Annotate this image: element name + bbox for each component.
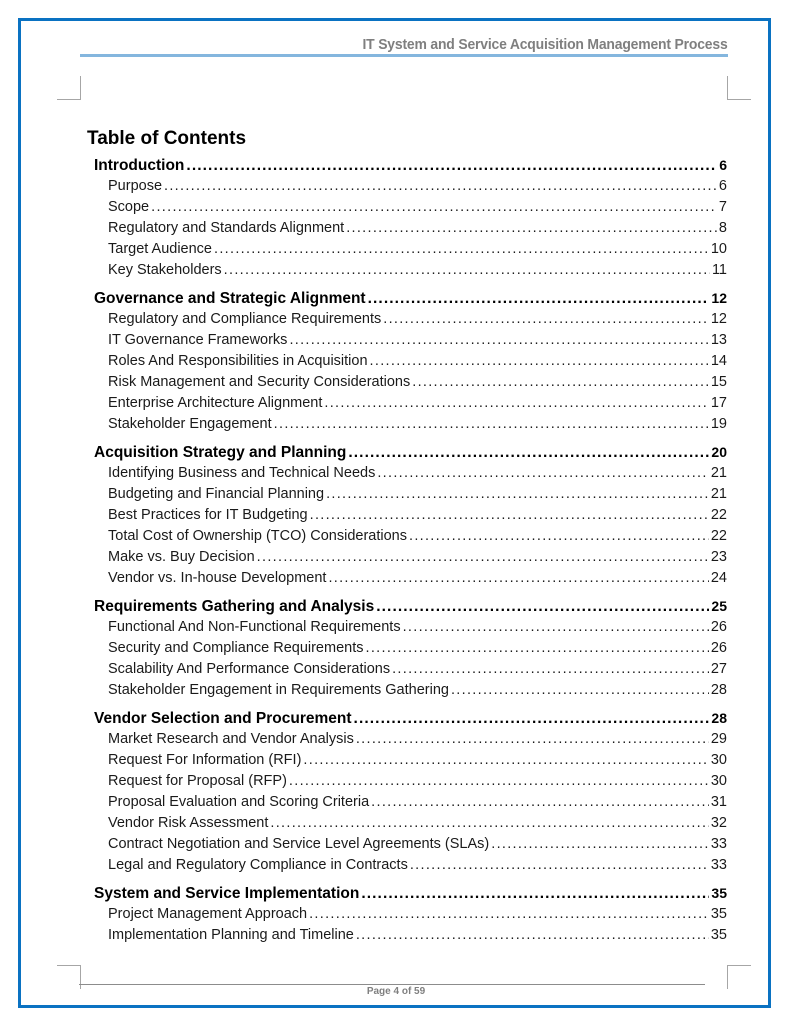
dot-leader bbox=[361, 885, 709, 903]
dot-leader bbox=[370, 353, 709, 369]
toc-subentry[interactable] bbox=[94, 570, 727, 591]
dot-leader bbox=[346, 220, 717, 236]
toc-subentry[interactable] bbox=[94, 178, 727, 199]
toc-entry-page-number[interactable]: 28 bbox=[710, 682, 727, 698]
footer-rule bbox=[79, 984, 705, 985]
dot-leader bbox=[451, 682, 709, 698]
toc-entry-page-number[interactable]: 12 bbox=[710, 311, 727, 327]
toc-subentry[interactable] bbox=[94, 619, 727, 640]
toc-title: Table of Contents bbox=[87, 128, 247, 149]
toc-entry-label[interactable]: Request For Information (RFI) bbox=[108, 752, 302, 768]
toc-entry-page-number[interactable]: 7 bbox=[718, 199, 727, 215]
toc-subentry[interactable] bbox=[94, 220, 727, 241]
toc-entry-page-number[interactable]: 35 bbox=[711, 885, 727, 901]
dot-leader bbox=[376, 598, 709, 616]
toc-entry-page-number[interactable]: 25 bbox=[711, 598, 727, 614]
toc-entry-label[interactable]: System and Service Implementation bbox=[94, 885, 360, 902]
toc-entry-page-number[interactable]: 30 bbox=[710, 752, 727, 768]
toc-entry-label[interactable]: Functional And Non-Functional Requirements bbox=[108, 619, 401, 635]
toc-subentry[interactable] bbox=[94, 640, 727, 661]
toc-subentry[interactable] bbox=[94, 815, 727, 836]
toc-entry-page-number[interactable]: 19 bbox=[710, 416, 727, 432]
running-header-title: IT System and Service Acquisition Management Process bbox=[362, 36, 728, 53]
toc-entry-label[interactable]: Budgeting and Financial Planning bbox=[108, 486, 325, 502]
dot-leader bbox=[348, 444, 709, 462]
toc-heading-entry[interactable] bbox=[94, 885, 727, 906]
toc-heading-entry[interactable] bbox=[94, 598, 727, 619]
table-of-contents bbox=[94, 157, 727, 955]
page-number: Page 4 of 59 bbox=[366, 986, 426, 997]
toc-subentry[interactable] bbox=[94, 549, 727, 570]
toc-subentry[interactable] bbox=[94, 927, 727, 948]
toc-entry-label[interactable]: Enterprise Architecture Alignment bbox=[108, 395, 323, 411]
toc-entry-label[interactable]: Project Management Approach bbox=[108, 906, 308, 922]
toc-entry-label[interactable]: Scope bbox=[108, 199, 150, 215]
toc-subentry[interactable] bbox=[94, 906, 727, 927]
toc-entry-page-number[interactable]: 33 bbox=[710, 857, 727, 873]
toc-entry-page-number[interactable]: 6 bbox=[719, 157, 727, 173]
toc-heading-entry[interactable] bbox=[94, 710, 727, 731]
dot-leader bbox=[186, 157, 717, 175]
dot-leader bbox=[214, 241, 709, 257]
toc-entry-label[interactable]: Stakeholder Engagement in Requirements Gathering bbox=[108, 682, 449, 698]
toc-entry-page-number[interactable]: 13 bbox=[710, 332, 727, 348]
toc-entry-label[interactable]: Risk Management and Security Considerations bbox=[108, 374, 411, 390]
toc-entry-label[interactable]: Identifying Business and Technical Needs bbox=[108, 465, 376, 481]
dot-leader bbox=[383, 311, 709, 327]
dot-leader bbox=[371, 794, 709, 810]
toc-entry-page-number[interactable]: 11 bbox=[711, 262, 727, 278]
toc-entry-page-number[interactable]: 20 bbox=[711, 444, 727, 460]
toc-subentry[interactable] bbox=[94, 353, 727, 374]
toc-entry-label[interactable]: Scalability And Performance Considerations bbox=[108, 661, 391, 677]
toc-entry-label[interactable]: Proposal Evaluation and Scoring Criteria bbox=[108, 794, 370, 810]
toc-subentry[interactable] bbox=[94, 332, 727, 353]
dot-leader bbox=[289, 332, 708, 348]
toc-entry-page-number[interactable]: 6 bbox=[718, 178, 727, 194]
dot-leader bbox=[326, 486, 709, 502]
toc-entry-page-number[interactable]: 10 bbox=[710, 241, 727, 257]
toc-entry-page-number[interactable]: 26 bbox=[710, 640, 727, 656]
toc-subentry[interactable] bbox=[94, 857, 727, 878]
toc-subentry[interactable] bbox=[94, 661, 727, 682]
toc-subentry[interactable] bbox=[94, 836, 727, 857]
dot-leader bbox=[403, 619, 709, 635]
toc-section bbox=[94, 290, 727, 437]
toc-entry-page-number[interactable]: 22 bbox=[710, 528, 727, 544]
toc-subentry[interactable] bbox=[94, 311, 727, 332]
toc-subentry[interactable] bbox=[94, 528, 727, 549]
dot-leader bbox=[491, 836, 709, 852]
toc-entry-label[interactable]: Roles And Responsibilities in Acquisition bbox=[108, 353, 368, 369]
toc-subentry[interactable] bbox=[94, 486, 727, 507]
toc-section bbox=[94, 157, 727, 283]
dot-leader bbox=[328, 570, 708, 586]
toc-entry-label[interactable]: Requirements Gathering and Analysis bbox=[94, 598, 375, 615]
toc-entry-page-number[interactable]: 31 bbox=[710, 794, 727, 810]
toc-entry-label[interactable]: Contract Negotiation and Service Level Agreements (SLAs) bbox=[108, 836, 490, 852]
toc-heading-entry[interactable] bbox=[94, 444, 727, 465]
toc-entry-page-number[interactable]: 8 bbox=[718, 220, 727, 236]
toc-subentry[interactable] bbox=[94, 395, 727, 416]
toc-entry-label[interactable]: Acquisition Strategy and Planning bbox=[94, 444, 347, 461]
toc-subentry[interactable] bbox=[94, 374, 727, 395]
dot-leader bbox=[289, 773, 709, 789]
toc-entry-label[interactable]: Target Audience bbox=[108, 241, 212, 257]
toc-subentry[interactable] bbox=[94, 241, 727, 262]
toc-entry-page-number[interactable]: 35 bbox=[710, 906, 727, 922]
toc-entry-page-number[interactable]: 35 bbox=[710, 927, 727, 943]
dot-leader bbox=[354, 710, 710, 728]
toc-entry-label[interactable]: Vendor Selection and Procurement bbox=[94, 710, 352, 727]
dot-leader bbox=[356, 927, 709, 943]
toc-entry-label[interactable]: Regulatory and Standards Alignment bbox=[108, 220, 345, 236]
dot-leader bbox=[303, 752, 708, 768]
toc-subentry[interactable] bbox=[94, 199, 727, 220]
toc-subentry[interactable] bbox=[94, 416, 727, 437]
toc-entry-page-number[interactable]: 17 bbox=[710, 395, 727, 411]
toc-heading-entry[interactable] bbox=[94, 157, 727, 178]
toc-entry-page-number[interactable]: 14 bbox=[710, 353, 727, 369]
dot-leader bbox=[392, 661, 709, 677]
toc-entry-label[interactable]: Regulatory and Compliance Requirements bbox=[108, 311, 382, 327]
toc-subentry[interactable] bbox=[94, 752, 727, 773]
dot-leader bbox=[310, 507, 709, 523]
toc-entry-label[interactable]: Total Cost of Ownership (TCO) Considerations bbox=[108, 528, 407, 544]
dot-leader bbox=[151, 199, 717, 215]
toc-entry-page-number[interactable]: 12 bbox=[711, 290, 727, 306]
toc-entry-label[interactable]: Key Stakeholders bbox=[108, 262, 222, 278]
dot-leader bbox=[377, 465, 709, 481]
toc-entry-page-number[interactable]: 33 bbox=[710, 836, 727, 852]
dot-leader bbox=[409, 528, 709, 544]
dot-leader bbox=[257, 549, 709, 565]
toc-entry-label[interactable]: Market Research and Vendor Analysis bbox=[108, 731, 354, 747]
toc-entry-page-number[interactable]: 15 bbox=[710, 374, 727, 390]
toc-subentry[interactable] bbox=[94, 682, 727, 703]
toc-entry-label[interactable]: Best Practices for IT Budgeting bbox=[108, 507, 308, 523]
toc-section bbox=[94, 885, 727, 948]
toc-entry-page-number[interactable]: 22 bbox=[710, 507, 727, 523]
toc-entry-label[interactable]: Request for Proposal (RFP) bbox=[108, 773, 287, 789]
dot-leader bbox=[164, 178, 717, 194]
toc-entry-page-number[interactable]: 29 bbox=[710, 731, 727, 747]
toc-subentry[interactable] bbox=[94, 794, 727, 815]
dot-leader bbox=[368, 290, 710, 308]
dot-leader bbox=[270, 815, 708, 831]
toc-subentry[interactable] bbox=[94, 731, 727, 752]
toc-entry-label[interactable]: Governance and Strategic Alignment bbox=[94, 290, 366, 307]
dot-leader bbox=[274, 416, 709, 432]
header-rule bbox=[80, 54, 728, 57]
dot-leader bbox=[412, 374, 709, 390]
dot-leader bbox=[356, 731, 709, 747]
toc-entry-page-number[interactable]: 23 bbox=[710, 549, 727, 565]
toc-entry-page-number[interactable]: 28 bbox=[711, 710, 727, 726]
dot-leader bbox=[324, 395, 708, 411]
dot-leader bbox=[366, 640, 709, 656]
toc-entry-label[interactable]: Security and Compliance Requirements bbox=[108, 640, 364, 656]
toc-entry-page-number[interactable]: 26 bbox=[710, 619, 727, 635]
crop-mark-top-right bbox=[727, 76, 751, 100]
toc-entry-label[interactable]: Legal and Regulatory Compliance in Contracts bbox=[108, 857, 408, 873]
dot-leader bbox=[224, 262, 710, 278]
dot-leader bbox=[410, 857, 709, 873]
toc-subentry[interactable] bbox=[94, 465, 727, 486]
toc-entry-page-number[interactable]: 21 bbox=[710, 486, 727, 502]
toc-entry-label[interactable]: Make vs. Buy Decision bbox=[108, 549, 255, 565]
toc-entry-label[interactable]: IT Governance Frameworks bbox=[108, 332, 288, 348]
toc-heading-entry[interactable] bbox=[94, 290, 727, 311]
toc-subentry[interactable] bbox=[94, 773, 727, 794]
toc-entry-label[interactable]: Introduction bbox=[94, 157, 185, 174]
toc-section bbox=[94, 598, 727, 703]
toc-subentry[interactable] bbox=[94, 507, 727, 528]
toc-entry-page-number[interactable]: 32 bbox=[710, 815, 727, 831]
toc-entry-label[interactable]: Vendor Risk Assessment bbox=[108, 815, 269, 831]
toc-entry-page-number[interactable]: 24 bbox=[710, 570, 727, 586]
toc-entry-label[interactable]: Purpose bbox=[108, 178, 163, 194]
toc-entry-page-number[interactable]: 30 bbox=[710, 773, 727, 789]
toc-entry-label[interactable]: Stakeholder Engagement bbox=[108, 416, 272, 432]
toc-subentry[interactable] bbox=[94, 262, 727, 283]
toc-entry-page-number[interactable]: 27 bbox=[710, 661, 727, 677]
dot-leader bbox=[309, 906, 709, 922]
toc-entry-label[interactable]: Implementation Planning and Timeline bbox=[108, 927, 354, 943]
toc-section bbox=[94, 710, 727, 878]
crop-mark-top-left bbox=[57, 76, 81, 100]
toc-entry-label[interactable]: Vendor vs. In-house Development bbox=[108, 570, 327, 586]
toc-entry-page-number[interactable]: 21 bbox=[710, 465, 727, 481]
toc-section bbox=[94, 444, 727, 591]
